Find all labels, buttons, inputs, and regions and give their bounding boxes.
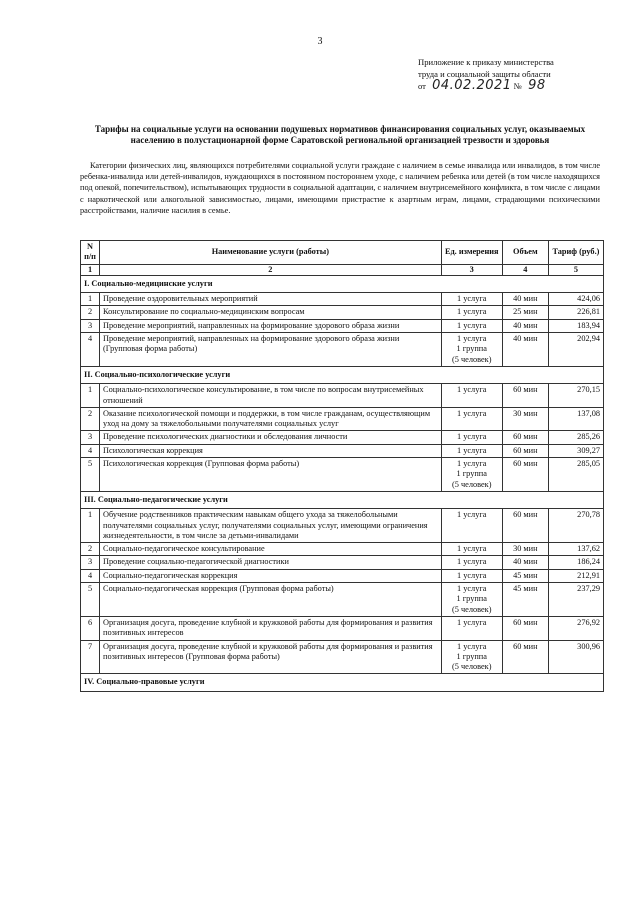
service-name: Социально-психологическое консультирование, в том числе по вопросам внутрисемейных отношений [100,384,442,408]
unit-line: (5 человек) [451,604,492,614]
header-number: N п/п [81,241,100,265]
unit-cell [441,583,502,617]
header-service-name: Наименование услуги (работы) [100,241,442,265]
column-number: 5 [548,264,603,275]
unit-cell [441,333,502,367]
table-header-row [81,241,604,265]
tariff-cell: 424,06 [548,293,603,306]
column-number: 3 [441,264,502,275]
row-number: 2 [81,306,100,319]
table-row [81,616,604,640]
unit-cell [441,319,502,332]
tariff-cell: 186,24 [548,556,603,569]
column-number: 4 [502,264,548,275]
service-name: Консультирование по социально-медицинским вопросам [100,306,442,319]
unit-line: 1 услуга [457,445,487,455]
volume-cell: 40 мин [502,556,548,569]
unit-line: (5 человек) [451,354,492,364]
table-row [81,543,604,556]
service-name: Проведение мероприятий, направленных на формирование здорового образа жизни [100,319,442,332]
table-row [81,556,604,569]
service-name: Социально-педагогическое консультирование [100,543,442,556]
table-row [81,458,604,492]
unit-line: 1 услуга [457,334,487,344]
unit-line: 1 услуга [457,459,487,469]
row-number: 4 [81,333,100,367]
unit-line: 1 услуга [457,544,487,554]
table-row [81,319,604,332]
table-row [81,509,604,543]
tariff-cell: 276,92 [548,616,603,640]
volume-cell: 60 мин [502,384,548,408]
row-number: 4 [81,569,100,582]
section-title: III. Социально-педагогические услуги [81,491,604,508]
unit-line: 1 услуга [457,320,487,330]
volume-cell: 40 мин [502,333,548,367]
service-name: Психологическая коррекция (Групповая форма работы) [100,458,442,492]
section-title: I. Социально-медицинские услуги [81,275,604,292]
row-number: 5 [81,458,100,492]
unit-cell [441,293,502,306]
unit-cell [441,407,502,431]
service-name: Проведение психологических диагностики и обследования личности [100,431,442,444]
appendix-line-2: труда и социальной защиты области [418,69,551,79]
document-title: Тарифы на социальные услуги на основании подушевых нормативов финансирования социальных услуг, оказываемых населению в полустационарной форме Саратовской региональной организацией трезвости и здоровья [94,124,586,145]
volume-cell: 45 мин [502,583,548,617]
row-number: 5 [81,583,100,617]
service-name: Проведение мероприятий, направленных на формирование здорового образа жизни (Групповая форма работы) [100,333,442,367]
tariff-cell: 183,94 [548,319,603,332]
unit-cell [441,444,502,457]
tariff-cell: 137,62 [548,543,603,556]
section-header-row [81,366,604,383]
section-title: II. Социально-психологические услуги [81,366,604,383]
unit-cell [441,458,502,492]
section-header-row [81,491,604,508]
tariff-cell: 226,81 [548,306,603,319]
unit-cell [441,509,502,543]
unit-line: 1 услуга [457,617,487,627]
row-number: 2 [81,407,100,431]
volume-cell: 40 мин [502,319,548,332]
section-header-row [81,275,604,292]
unit-line: 1 услуга [457,557,487,567]
section-header-row [81,674,604,691]
tariff-cell: 137,08 [548,407,603,431]
tariff-cell: 212,91 [548,569,603,582]
tariff-cell: 237,29 [548,583,603,617]
unit-line: 1 группа [456,469,487,479]
table-row [81,431,604,444]
unit-line: 1 услуга [457,510,487,520]
unit-cell [441,431,502,444]
table-row [81,333,604,367]
tariff-cell: 285,26 [548,431,603,444]
unit-cell [441,616,502,640]
column-number: 1 [81,264,100,275]
tariff-cell: 202,94 [548,333,603,367]
service-name: Организация досуга, проведение клубной и кружковой работы для формирования и развития позитивных интересов (Групповая форма работы) [100,640,442,674]
header-volume: Объем [502,241,548,265]
row-number: 1 [81,384,100,408]
table-row [81,444,604,457]
unit-line: 1 услуга [457,432,487,442]
unit-cell [441,556,502,569]
unit-line: 1 услуга [457,408,487,418]
section-title: IV. Социально-правовые услуги [81,674,604,691]
table-row [81,384,604,408]
intro-paragraph: Категории физических лиц, являющихся потребителями социальной услуги граждане с наличием в семье инвалида или инвалидов, в том числе ребенка-инвалида или детей-инвалидов, нуждающихся в постоянном постороннем уходе, с наличием ребенка или детей (в том числе находящихся под опекой, попечительством), испытывающих трудности в социальной адаптации, с наличием внутрисемейного конфликта, в том числе с лицами с наркотической или алкогольной зависимостью, лицами, имеющими пристрастие к азартным играм, лицами, страдающими психическими расстройствами, наличие насилия в семье. [80,161,600,215]
tariff-cell: 309,27 [548,444,603,457]
service-name: Проведение оздоровительных мероприятий [100,293,442,306]
unit-line: 1 услуга [457,307,487,317]
page-number: 3 [317,36,323,47]
unit-line: (5 человек) [451,479,492,489]
volume-cell: 25 мин [502,306,548,319]
header-tariff: Тариф (руб.) [548,241,603,265]
appendix-line-1: Приложение к приказу министерства [418,57,554,67]
unit-line: 1 услуга [457,294,487,304]
handwritten-number: 98 [528,78,546,93]
tariff-cell: 285,05 [548,458,603,492]
unit-line: 1 услуга [457,570,487,580]
unit-cell [441,306,502,319]
table-row [81,306,604,319]
column-number-row [81,264,604,275]
date-prefix: от [418,81,426,91]
volume-cell: 40 мин [502,293,548,306]
table-row [81,583,604,617]
tariff-cell: 270,15 [548,384,603,408]
tariff-cell: 300,96 [548,640,603,674]
row-number: 2 [81,543,100,556]
service-name: Социально-педагогическая коррекция (Групповая форма работы) [100,583,442,617]
service-name: Оказание психологической помощи и поддержки, в том числе гражданам, осуществляющим уход на дому за тяжелобольными получателями социальных услуг [100,407,442,431]
volume-cell: 60 мин [502,431,548,444]
volume-cell: 60 мин [502,640,548,674]
row-number: 4 [81,444,100,457]
unit-cell [441,384,502,408]
table-row [81,569,604,582]
service-name: Проведение социально-педагогической диагностики [100,556,442,569]
unit-line: 1 группа [456,594,487,604]
service-name: Обучение родственников практическим навыкам общего ухода за тяжелобольными получателями социальных услуг, получателями социальных услуг, имеющими ограничения жизнедеятельности, в том числе за детьми-инвалидами [100,509,442,543]
unit-line: 1 услуга [457,641,487,651]
unit-line: 1 услуга [457,584,487,594]
row-number: 1 [81,509,100,543]
unit-line: 1 услуга [457,385,487,395]
unit-cell [441,640,502,674]
table-row [81,293,604,306]
volume-cell: 60 мин [502,444,548,457]
row-number: 3 [81,431,100,444]
appendix-block [418,56,618,92]
unit-cell [441,569,502,582]
row-number: 1 [81,293,100,306]
volume-cell: 30 мин [502,407,548,431]
row-number: 3 [81,556,100,569]
header-unit: Ед. измерения [441,241,502,265]
tariff-table [80,240,604,692]
service-name: Психологическая коррекция [100,444,442,457]
number-prefix: № [513,81,522,91]
row-number: 3 [81,319,100,332]
unit-line: (5 человек) [451,662,492,672]
unit-line: 1 группа [456,344,487,354]
unit-line: 1 группа [456,651,487,661]
tariff-cell: 270,78 [548,509,603,543]
appendix-date-line [418,80,618,92]
row-number: 7 [81,640,100,674]
handwritten-date: 04.02.2021 [432,78,512,93]
row-number: 6 [81,616,100,640]
column-number: 2 [100,264,442,275]
volume-cell: 30 мин [502,543,548,556]
volume-cell: 60 мин [502,458,548,492]
unit-cell [441,543,502,556]
table-row [81,640,604,674]
volume-cell: 60 мин [502,509,548,543]
volume-cell: 60 мин [502,616,548,640]
table-row [81,407,604,431]
table-body [81,275,604,691]
volume-cell: 45 мин [502,569,548,582]
service-name: Социально-педагогическая коррекция [100,569,442,582]
service-name: Организация досуга, проведение клубной и кружковой работы для формирования и развития позитивных интересов [100,616,442,640]
